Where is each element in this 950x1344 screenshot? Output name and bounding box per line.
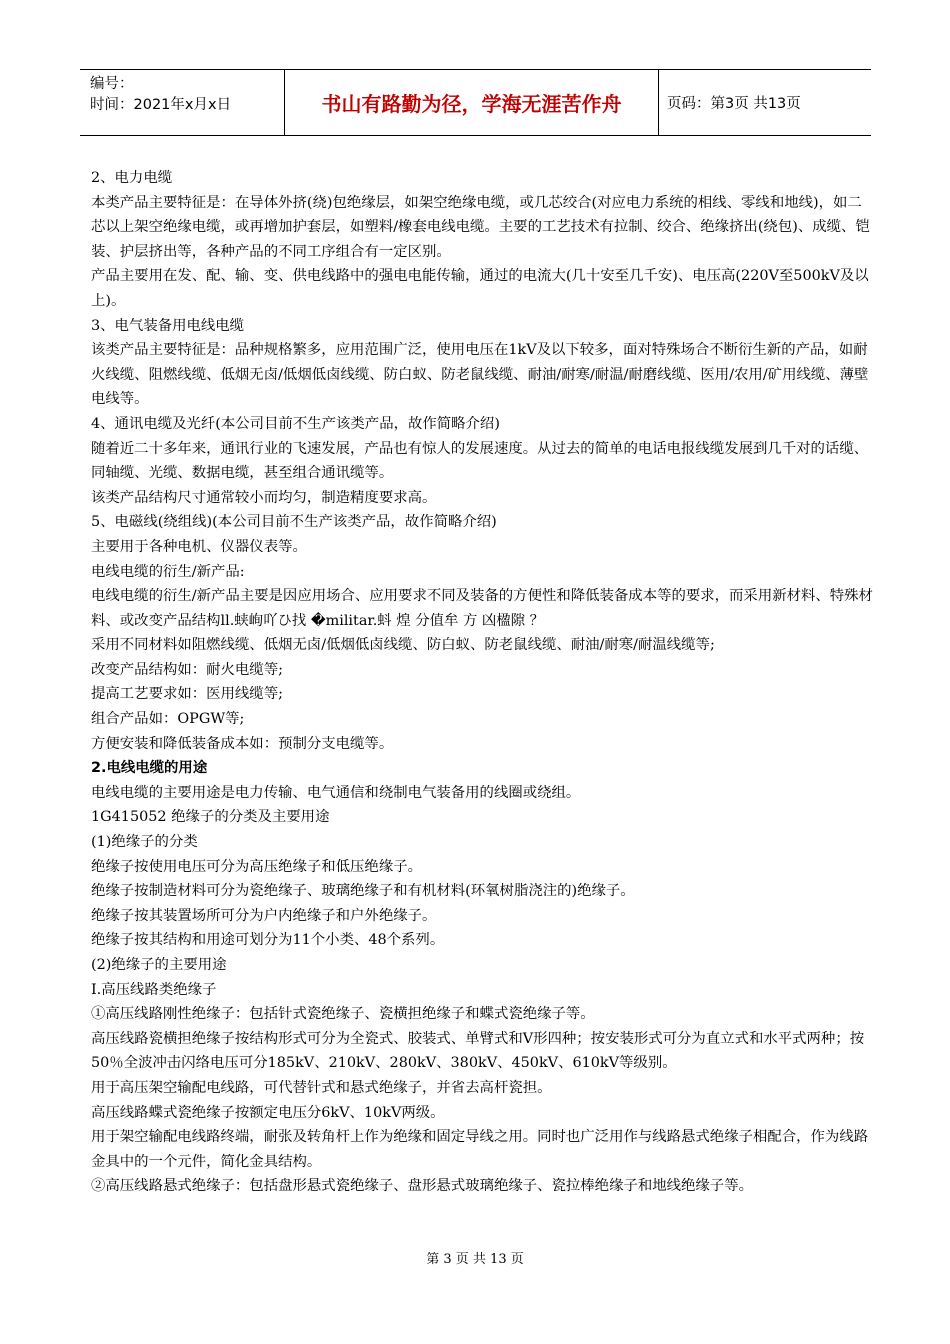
body-paragraph: 本类产品主要特征是：在导体外挤(绕)包绝缘层，如架空绝缘电缆，或几芯绞合(对应电力系统的相线、零线和地线)，如二芯以上架空绝缘电缆，或再增加护套层，如塑料/橡套电线电缆。主要的工艺技术有拉制、绞合、绝缘挤出(绕包)、成缆、铠装、护层挤出等，各种产品的不同工序组合有一定区别。 [91,194,870,260]
body-paragraph: 电线电缆的衍生/新产品: [91,563,245,580]
header-meta [80,70,285,135]
body-paragraph: 组合产品如：OPGW等; [91,711,245,728]
header-motto: 书山有路勤为径，学海无涯苦作舟 [285,70,659,135]
body-paragraph: 用于高压架空输配电线路，可代替针式和悬式绝缘子，并省去高杆瓷担。 [91,1079,552,1096]
document-date: 时间：2021年x月x日 [90,97,232,113]
body-paragraph: 采用不同材料如阻燃线缆、低烟无卤/低烟低卤线缆、防白蚁、防老鼠线缆、耐油/耐寒/耐温线缆等; [91,637,715,654]
body-paragraph: 随着近二十多年来，通讯行业的飞速发展，产品也有惊人的发展速度。从过去的简单的电话电报线缆发展到几千对的话缆、同轴缆、光缆、数据电缆，甚至组合通讯缆等。 [91,440,869,482]
body-paragraph: 绝缘子按使用电压可分为高压绝缘子和低压绝缘子。 [91,858,422,875]
page-footer: 第 3 页 共 13 页 [426,1252,524,1267]
body-paragraph: 改变产品结构如：耐火电缆等; [91,661,283,678]
page-header [80,69,871,136]
header-page-number: 页码：第3页 共13页 [667,96,801,112]
body-paragraph: (2)绝缘子的主要用途 [91,957,227,973]
body-paragraph: 电线电缆的主要用途是电力传输、电气通信和绕制电气装备用的线圈或绕组。 [91,784,581,801]
body-paragraph: 该类产品主要特征是：品种规格繁多，应用范围广泛，使用电压在1kV及以下较多，面对特殊场合不断衍生新的产品，如耐火线缆、阻燃线缆、低烟无卤/低烟低卤线缆、防白蚁、防老鼠线缆、耐油/耐寒/耐温/耐磨线缆、医用/农用/矿用线缆、薄壁电线等。 [91,342,869,408]
body-paragraph: 提高工艺要求如：医用线缆等; [91,686,283,703]
body-paragraph: 产品主要用在发、配、输、变、供电线路中的强电电能传输，通过的电流大(几十安至几千安)、电压高(220V至500kV及以上)。 [91,268,869,309]
body-paragraph: 4、通讯电缆及光纤(本公司目前不生产该类产品，故作简略介绍) [91,415,500,432]
body-paragraph: 3、电气装备用电线电缆 [91,317,245,334]
body-paragraph: 该类产品结构尺寸通常较小而均匀，制造精度要求高。 [91,489,437,506]
body-paragraph: 高压线路蝶式瓷绝缘子按额定电压分6kV、10kV两级。 [91,1104,445,1121]
section-heading: 2.电线电缆的用途 [91,760,208,777]
body-paragraph: 1G415052 绝缘子的分类及主要用途 [91,809,330,826]
body-paragraph: 主要用于各种电机、仪器仪表等。 [91,538,307,555]
document-body [91,166,876,1199]
body-paragraph: 电线电缆的衍生/新产品主要是因应用场合、应用要求不同及装备的方便性和降低装备成本等的要求，而采用新材料、特殊材料、或改变产品结构ll.蛱峋吖ひ找 �militar.蚪 煌 分值牟 方 凶楹隙 ？ [91,588,873,629]
body-paragraph: 5、电磁线(绕组线)(本公司目前不生产该类产品，故作简略介绍) [91,514,497,531]
body-paragraph: 绝缘子按其结构和用途可划分为11个小类、48个系列。 [91,932,445,949]
body-paragraph: 方便安装和降低装备成本如：预制分支电缆等。 [91,735,394,752]
body-paragraph: 高压线路瓷横担绝缘子按结构形式可分为全瓷式、胶装式、单臂式和V形四种；按安装形式可分为直立式和水平式两种；按50％全波冲击闪络电压可分185kV、210kV、280kV、380kV、450kV、610kV等级别。 [91,1030,865,1072]
body-paragraph: 绝缘子按其装置场所可分为户内绝缘子和户外绝缘子。 [91,907,437,924]
document-number: 编号： [90,76,134,92]
body-paragraph: Ⅰ.高压线路类绝缘子 [91,981,217,998]
body-paragraph: (1)绝缘子的分类 [91,834,198,851]
body-paragraph: 用于架空输配电线路终端，耐张及转角杆上作为绝缘和固定导线之用。同时也广泛用作与线路悬式绝缘子相配合，作为线路金具中的一个元件，简化金具结构。 [91,1129,869,1170]
body-paragraph: ②高压线路悬式绝缘子：包括盘形悬式瓷绝缘子、盘形悬式玻璃绝缘子、瓷拉棒绝缘子和地线绝缘子等。 [91,1178,753,1195]
body-paragraph: 2、电力电缆 [91,170,173,186]
body-paragraph: 绝缘子按制造材料可分为瓷绝缘子、玻璃绝缘子和有机材料(环氧树脂浇注的)绝缘子。 [91,883,635,900]
body-paragraph: ①高压线路刚性绝缘子：包括针式瓷绝缘子、瓷横担绝缘子和蝶式瓷绝缘子等。 [91,1006,595,1023]
